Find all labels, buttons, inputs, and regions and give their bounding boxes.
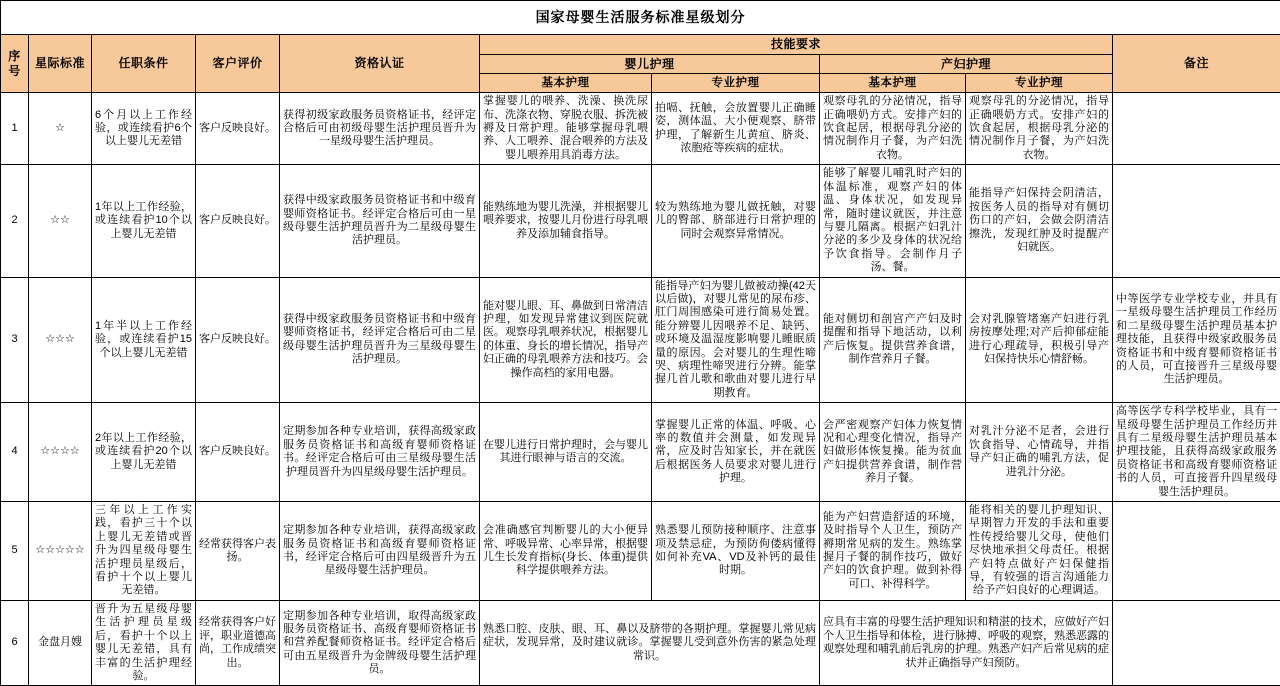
row-qualification: 获得中级家政服务员资格证书和中级育婴师资格证书，经评定合格后可由二星级母婴生活护理员晋升为三星级母婴生活护理员。 — [280, 277, 480, 403]
row-customer-evaluation: 客户反映良好。 — [196, 165, 280, 277]
row-remarks: 中等医学专业学校专业，并具有一星级母婴生活护理员工作经历和二星级母婴生活护理员基本护理技能，且获得中级家政服务员资格证书和中级育婴师资格证书的人员，可直接晋升三星级母婴生活护理员。 — [1113, 277, 1280, 403]
column-header-remarks: 备注 — [1113, 35, 1280, 93]
row-baby-basic-care: 能熟练地为婴儿洗澡，并根据婴儿喂养要求，按婴儿月份进行母乳喂养及添加辅食指导。 — [480, 165, 652, 277]
row-index: 4 — [1, 403, 29, 502]
row-maternal-professional-care: 能指导产妇保持会阴清洁，按医务人员的指导对有侧切伤口的产妇，会做会阴清洁擦洗，发现红肿及时提醒产妇就医。 — [966, 165, 1113, 277]
row-baby-basic-care: 能对婴儿眼、耳、鼻做到日常清洁护理，如发现异常建议到医院就医。观察母乳喂养状况，根据婴儿的体重、身长的增长情况，指导产妇正确的母乳喂养方法和技巧。会操作高档的家用电器。 — [480, 277, 652, 403]
row-maternal-professional-care: 能将相关的婴儿护理知识、早期智力开发的手法和重要性传授给婴儿父母，使他们尽快地承担父母责任。根据产妇特点做好产妇保健指导，有较强的语言沟通能力给予产妇良好的心理调适。 — [966, 502, 1113, 601]
table-row — [1, 165, 1280, 277]
row-star-standard: 金盘月嫂 — [29, 600, 92, 685]
row-job-conditions: 1年以上工作经验，或连续看护10个以上婴儿无差错 — [92, 165, 196, 277]
row-star-standard: ☆☆☆☆ — [29, 403, 92, 502]
row-baby-professional-care: 能指导产妇为婴儿做被动操(42天以后做)，对婴儿常见的尿布疹、肛门周围感染可进行简易处置。能分辨婴儿因喂养不足、缺钙、或环境及温湿度影响婴儿睡眠质量的原因。会对婴儿的生理性啼哭、病理性啼哭进行分辨。能掌握几首儿歌和歌曲对婴儿进行早期教育。 — [652, 277, 820, 403]
row-customer-evaluation: 经常获得客户表扬。 — [196, 502, 280, 601]
row-job-conditions: 6个月以上工作经验，或连续看护6个以上婴儿无差错 — [92, 93, 196, 165]
row-baby-basic-care: 掌握婴儿的喂养、洗澡、换洗尿布、洗涤衣物、穿脱衣服、拆洗被褥及日常护理。能够掌握母乳喂养、人工喂养、混合喂养的方法及婴儿喂养用具消毒方法。 — [480, 93, 652, 165]
row-maternal-basic-care: 能为产妇营造舒适的环境，及时指导个人卫生，预防产褥期常见病的发生。熟练掌握月子餐的制作技巧，做好产妇的饮食护理。做到补得可口、补得科学。 — [820, 502, 966, 601]
row-customer-evaluation: 客户反映良好。 — [196, 277, 280, 403]
row-qualification: 获得中级家政服务员资格证书和中级育婴师资格证书。经评定合格后可由一星级母婴生活护理员晋升为二星级母婴生活护理员。 — [280, 165, 480, 277]
row-remarks — [1113, 502, 1280, 601]
column-header-customer-evaluation: 客户评价 — [196, 35, 280, 93]
column-header-skills-group: 技能要求 — [480, 35, 1113, 55]
column-header-maternal-care: 产妇护理 — [820, 54, 1113, 74]
row-baby-basic-care: 会准确感官判断婴儿的大小便异常、呼吸异常、心率异常，根据婴儿生长发育指标(身长、体重)提供科学提供喂养方法。 — [480, 502, 652, 601]
row-baby-care-merged: 熟悉口腔、皮肤、眼、耳、鼻以及脐带的各期护理。掌握婴儿常见病症状，发现异常，及时建议就诊。掌握婴儿受到意外伤害的紧急处理常识。 — [480, 600, 820, 685]
column-header-maternal-professional-care: 专业护理 — [966, 74, 1113, 93]
row-remarks — [1113, 165, 1280, 277]
row-index: 6 — [1, 600, 29, 685]
row-baby-professional-care: 较为熟练地为婴儿做抚触，对婴儿的臀部、脐部进行日常护理的同时会观察异常情况。 — [652, 165, 820, 277]
row-remarks — [1113, 600, 1280, 685]
row-maternal-basic-care: 观察母乳的分泌情况，指导正确喂奶方式。安排产妇的饮食起居，根据母乳分泌的情况制作月子餐，为产妇洗衣物。 — [820, 93, 966, 165]
page-title: 国家母婴生活服务标准星级划分 — [1, 1, 1280, 35]
row-index: 2 — [1, 165, 29, 277]
table-row — [1, 93, 1280, 165]
row-maternal-care-merged: 应具有丰富的母婴生活护理知识和精湛的技术，应做好产妇个人卫生指导和体检，进行脉搏、呼吸的观察，熟悉恶露的观察处理和哺乳前后乳房的护理。熟悉产妇产后常见病的症状并正确指导产妇预防。 — [820, 600, 1113, 685]
row-qualification: 定期参加各种专业培训，取得高级家政服务员资格证书、高级育婴师资格证书和营养配餐师资格证书。经评定合格后可由五星级晋升为金牌级母婴生活护理员。 — [280, 600, 480, 685]
header-row-1 — [1, 35, 1280, 55]
row-maternal-professional-care: 观察母乳的分泌情况，指导正确喂奶方式。安排产妇的饮食起居，根据母乳分泌的情况制作月子餐，为产妇洗衣物。 — [966, 93, 1113, 165]
row-maternal-professional-care: 对乳汁分泌不足者，会进行饮食指导、心情疏导，并指导产妇正确的哺乳方法，促进乳汁分泌。 — [966, 403, 1113, 502]
row-maternal-basic-care: 会严密观察产妇体力恢复情况和心理变化情况，指导产妇做形体恢复操。能为贫血产妇提供营养食谱，制作营养月子餐。 — [820, 403, 966, 502]
row-job-conditions: 三年以上工作实践，看护三十个以上婴儿无差错或晋升为四星级母婴生活护理员星级后，看护十个以上婴儿无差错。 — [92, 502, 196, 601]
column-header-baby-basic-care: 基本护理 — [480, 74, 652, 93]
column-header-star-standard: 星际标准 — [29, 35, 92, 93]
row-job-conditions: 2年以上工作经验，或连续看护20个以上婴儿无差错 — [92, 403, 196, 502]
row-baby-professional-care: 掌握婴儿正常的体温、呼吸、心率的数值并会测量，如发现异常，应及时告知家长，并在就医后根据医务人员要求对婴儿进行护理。 — [652, 403, 820, 502]
row-customer-evaluation: 客户反映良好。 — [196, 93, 280, 165]
row-customer-evaluation: 经常获得客户好评，职业道德高尚，工作成绩突出。 — [196, 600, 280, 685]
table-row — [1, 277, 1280, 403]
title-row — [1, 1, 1280, 35]
row-maternal-professional-care: 会对乳腺管堵塞产妇进行乳房按摩处理;对产后抑郁症能进行心理疏导，积极引导产妇保持快乐心情舒畅。 — [966, 277, 1113, 403]
column-header-index: 序号 — [1, 35, 29, 93]
row-maternal-basic-care: 能够了解婴儿哺乳时产妇的体温标准，观察产妇的体温、身体状况，如发现异常，随时建议就医，并注意与婴儿隔离。根据产妇乳汁分泌的多少及身体的状况给予饮食指导。会制作月子汤、餐。 — [820, 165, 966, 277]
row-qualification: 定期参加各种专业培训，获得高级家政服务员资格证书和高级育婴师资格证书。经评定合格后可由三星级母婴生活护理员晋升为四星级母婴生活护理员。 — [280, 403, 480, 502]
row-job-conditions: 1年半以上工作经验，或连续看护15个以上婴儿无差错 — [92, 277, 196, 403]
table-row — [1, 600, 1280, 685]
row-star-standard: ☆ — [29, 93, 92, 165]
row-remarks: 高等医学专科学校毕业，具有一星级母婴生活护理员工作经历并具有二星级母婴生活护理员基本护理技能，且获得高级家政服务员资格证书和高级育婴师资格证书的人员，可直接晋升四星级母婴生活护理员。 — [1113, 403, 1280, 502]
row-remarks — [1113, 93, 1280, 165]
column-header-maternal-basic-care: 基本护理 — [820, 74, 966, 93]
column-header-baby-care: 婴儿护理 — [480, 54, 820, 74]
row-index: 3 — [1, 277, 29, 403]
row-maternal-basic-care: 能对侧切和剖宫产产妇及时提醒和指导下地活动，以利产后恢复。提供营养食谱，制作营养月子餐。 — [820, 277, 966, 403]
row-qualification: 获得初级家政服务员资格证书，经评定合格后可由初级母婴生活护理员晋升为一星级母婴生活护理员。 — [280, 93, 480, 165]
column-header-qualification: 资格认证 — [280, 35, 480, 93]
row-index: 1 — [1, 93, 29, 165]
row-star-standard: ☆☆☆☆☆ — [29, 502, 92, 601]
row-customer-evaluation: 客户反映良好。 — [196, 403, 280, 502]
row-baby-professional-care: 熟悉婴儿预防接种顺序、注意事项及禁忌症，为预防佝偻病懂得如何补充VA、VD及补钙的最佳时期。 — [652, 502, 820, 601]
column-header-baby-professional-care: 专业护理 — [652, 74, 820, 93]
table-row — [1, 403, 1280, 502]
row-job-conditions: 晋升为五星级母婴生活护理员星级后，看护十个以上婴儿无差错，具有丰富的生活护理经验。 — [92, 600, 196, 685]
column-header-job-conditions: 任职条件 — [92, 35, 196, 93]
row-star-standard: ☆☆ — [29, 165, 92, 277]
row-index: 5 — [1, 502, 29, 601]
row-qualification: 定期参加各种专业培训，获得高级家政服务员资格证书和高级育婴师资格证书，经评定合格后可由四星级晋升为五星级母婴生活护理员。 — [280, 502, 480, 601]
row-star-standard: ☆☆☆ — [29, 277, 92, 403]
table-row — [1, 502, 1280, 601]
row-baby-professional-care: 拍嗝、抚触，会放置婴儿正确睡姿，测体温、大小便观察、脐带护理，了解新生儿黄疸、脐炎、浓胞疮等疾病的症状。 — [652, 93, 820, 165]
row-baby-basic-care: 在婴儿进行日常护理时，会与婴儿其进行眼神与语言的交流。 — [480, 403, 652, 502]
